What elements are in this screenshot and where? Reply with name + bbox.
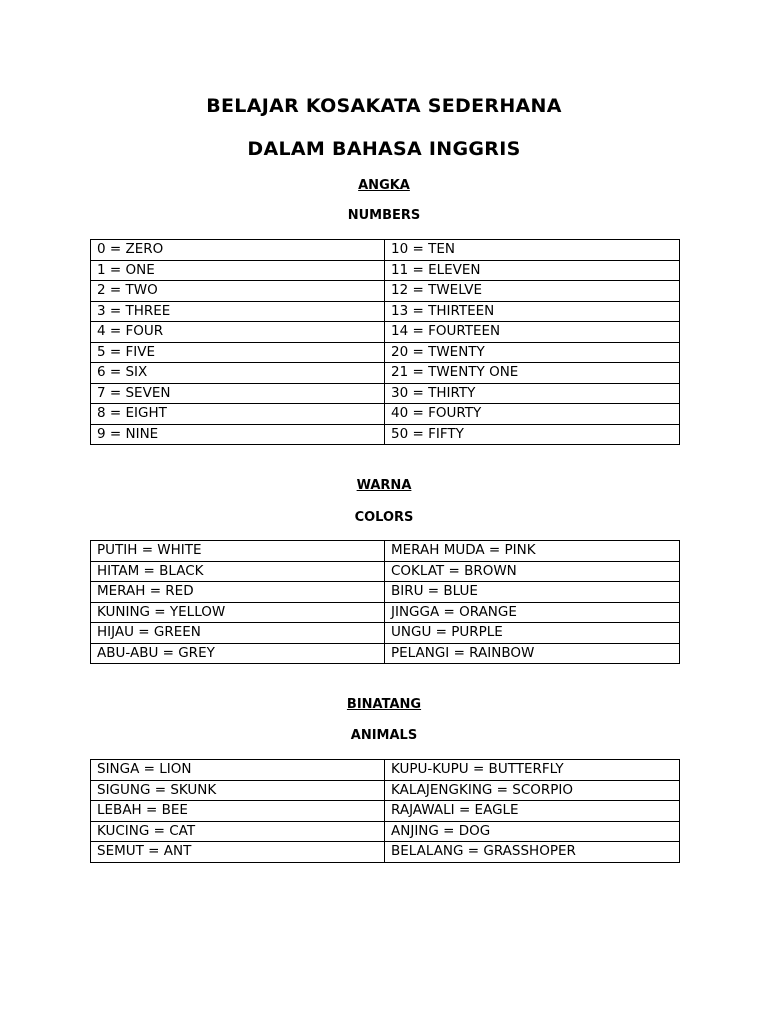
vocab-cell-left: 9 = NINE: [91, 424, 385, 445]
table-row: [91, 801, 680, 822]
table-row: [91, 260, 680, 281]
table-row: [91, 760, 680, 781]
table-row: [91, 301, 680, 322]
vocab-cell-left: 8 = EIGHT: [91, 404, 385, 425]
document-title-line-1: BELAJAR KOSAKATA SEDERHANA: [206, 95, 562, 117]
vocab-cell-left: 6 = SIX: [91, 363, 385, 384]
vocab-cell-right: 40 = FOURTY: [385, 404, 680, 425]
table-row: [91, 821, 680, 842]
section-subheading-colors: COLORS: [354, 510, 414, 525]
vocab-cell-right: 14 = FOURTEEN: [385, 322, 680, 343]
table-row: [91, 602, 680, 623]
vocab-cell-left: 7 = SEVEN: [91, 383, 385, 404]
vocab-cell-right: 30 = THIRTY: [385, 383, 680, 404]
vocab-cell-right: KALAJENGKING = SCORPIO: [385, 780, 680, 801]
vocab-cell-left: 5 = FIVE: [91, 342, 385, 363]
table-row: [91, 561, 680, 582]
section-subheading-animals: ANIMALS: [350, 728, 418, 743]
table-row: [91, 582, 680, 603]
vocab-cell-right: MERAH MUDA = PINK: [385, 541, 680, 562]
table-row: [91, 383, 680, 404]
vocab-cell-left: 2 = TWO: [91, 281, 385, 302]
table-row: [91, 541, 680, 562]
vocab-cell-right: JINGGA = ORANGE: [385, 602, 680, 623]
vocab-cell-left: LEBAH = BEE: [91, 801, 385, 822]
table-row: [91, 623, 680, 644]
vocab-cell-left: 3 = THREE: [91, 301, 385, 322]
table-row: [91, 240, 680, 261]
vocab-cell-right: 12 = TWELVE: [385, 281, 680, 302]
vocab-cell-left: KUCING = CAT: [91, 821, 385, 842]
vocab-cell-right: 20 = TWENTY: [385, 342, 680, 363]
table-row: [91, 643, 680, 664]
table-row: [91, 842, 680, 863]
table-row: [91, 322, 680, 343]
table-row: [91, 281, 680, 302]
vocab-cell-left: KUNING = YELLOW: [91, 602, 385, 623]
vocab-cell-left: MERAH = RED: [91, 582, 385, 603]
numbers-table: [90, 239, 680, 445]
vocab-cell-left: 1 = ONE: [91, 260, 385, 281]
vocab-cell-right: RAJAWALI = EAGLE: [385, 801, 680, 822]
vocab-cell-right: BIRU = BLUE: [385, 582, 680, 603]
table-row: [91, 424, 680, 445]
vocab-cell-right: 50 = FIFTY: [385, 424, 680, 445]
vocab-cell-left: SIGUNG = SKUNK: [91, 780, 385, 801]
vocab-cell-right: PELANGI = RAINBOW: [385, 643, 680, 664]
vocab-cell-right: 13 = THIRTEEN: [385, 301, 680, 322]
vocab-cell-left: 0 = ZERO: [91, 240, 385, 261]
colors-table: [90, 540, 680, 664]
vocab-cell-left: 4 = FOUR: [91, 322, 385, 343]
vocab-cell-right: ANJING = DOG: [385, 821, 680, 842]
vocab-cell-left: HITAM = BLACK: [91, 561, 385, 582]
document-title-line-2: DALAM BAHASA INGGRIS: [247, 138, 521, 160]
table-row: [91, 780, 680, 801]
vocab-cell-right: 10 = TEN: [385, 240, 680, 261]
vocab-cell-left: PUTIH = WHITE: [91, 541, 385, 562]
table-row: [91, 342, 680, 363]
vocab-cell-left: ABU-ABU = GREY: [91, 643, 385, 664]
vocab-cell-left: SEMUT = ANT: [91, 842, 385, 863]
vocab-cell-right: COKLAT = BROWN: [385, 561, 680, 582]
section-heading-binatang: BINATANG: [346, 697, 422, 712]
vocab-cell-left: SINGA = LION: [91, 760, 385, 781]
vocab-cell-right: 11 = ELEVEN: [385, 260, 680, 281]
vocab-cell-right: KUPU-KUPU = BUTTERFLY: [385, 760, 680, 781]
vocab-cell-left: HIJAU = GREEN: [91, 623, 385, 644]
vocab-cell-right: UNGU = PURPLE: [385, 623, 680, 644]
section-subheading-numbers: NUMBERS: [347, 208, 421, 223]
vocab-cell-right: BELALANG = GRASSHOPER: [385, 842, 680, 863]
vocab-cell-right: 21 = TWENTY ONE: [385, 363, 680, 384]
animals-table: [90, 759, 680, 863]
section-heading-warna: WARNA: [356, 478, 412, 493]
table-row: [91, 363, 680, 384]
table-row: [91, 404, 680, 425]
section-heading-angka: ANGKA: [358, 178, 410, 193]
